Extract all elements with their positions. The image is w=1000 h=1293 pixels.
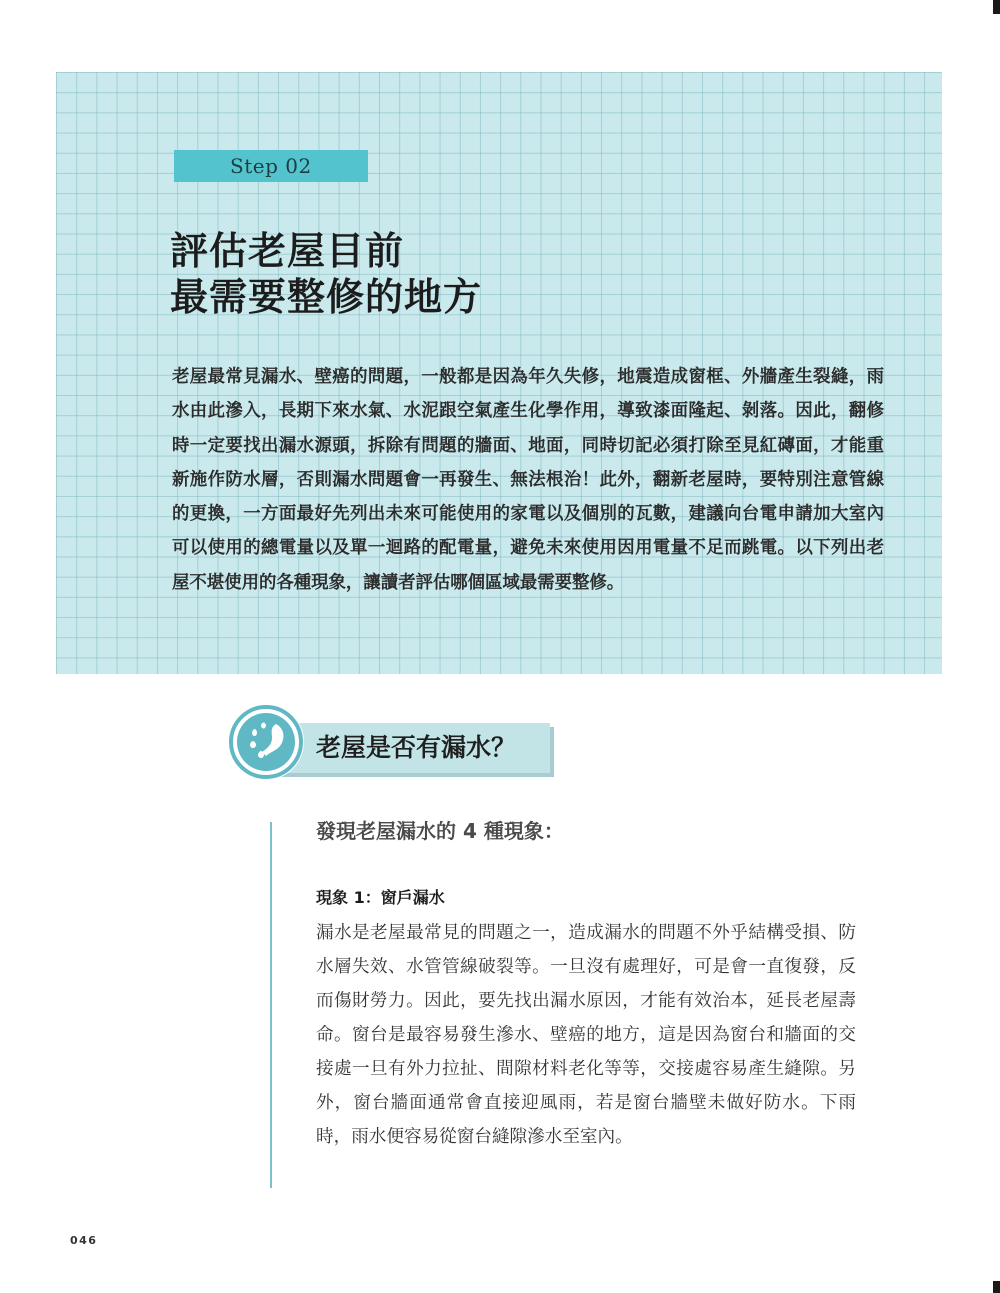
page-number: 046 <box>70 1234 98 1247</box>
water-leak-icon <box>226 702 306 782</box>
crop-mark-bottom <box>993 1281 1000 1293</box>
page-title <box>170 228 482 320</box>
content-left-rule <box>270 822 272 1188</box>
phenomenon-1-title: 現象 1：窗戶漏水 <box>316 888 445 907</box>
intro-paragraph: 老屋最常見漏水、壁癌的問題，一般都是因為年久失修，地震造成窗框、外牆產生裂縫，雨水由此滲入，長期下來水氣、水泥跟空氣產生化學作用，導致漆面隆起、剝落。因此，翻修時一定要找出漏水源頭，拆除有問題的牆面、地面，同時切記必須打除至見紅磚面，才能重新施作防水層，否則漏水問題會一再發生、無法根治！此外，翻新老屋時，要特別注意管線的更換，一方面最好先列出未來可能使用的家電以及個別的瓦數，建議向台電申請加大室內可以使用的總電量以及單一迴路的配電量，避免未來使用因用電量不足而跳電。以下列出老屋不堪使用的各種現象，讓讀者評估哪個區域最需要整修。 <box>172 367 884 593</box>
page-title-line-2: 最需要整修的地方 <box>170 275 483 319</box>
phenomenon-1-body: 漏水是老屋最常見的問題之一，造成漏水的問題不外乎結構受損、防水層失效、水管管線破裂等。一旦沒有處理好，可是會一直復發，反而傷財勞力。因此，要先找出漏水原因，才能有效治本，延長老屋壽命。窗台是最容易發生滲水、壁癌的地方，這是因為窗台和牆面的交接處一旦有外力拉扯、間隙材料老化等等，交接處容易產生縫隙。另外，窗台牆面通常會直接迎風雨，若是窗台牆壁未做好防水。下雨時，雨水便容易從窗台縫隙滲水至室內。 <box>316 923 856 1147</box>
icon-circle-fill <box>237 713 295 771</box>
crop-mark-top <box>993 0 1000 14</box>
step-tag: Step 02 <box>174 150 368 182</box>
section-heading: 老屋是否有漏水？ <box>316 733 517 762</box>
phenomena-subheading: 發現老屋漏水的 4 種現象： <box>316 819 564 843</box>
page-title-line-1: 評估老屋目前 <box>170 229 405 273</box>
